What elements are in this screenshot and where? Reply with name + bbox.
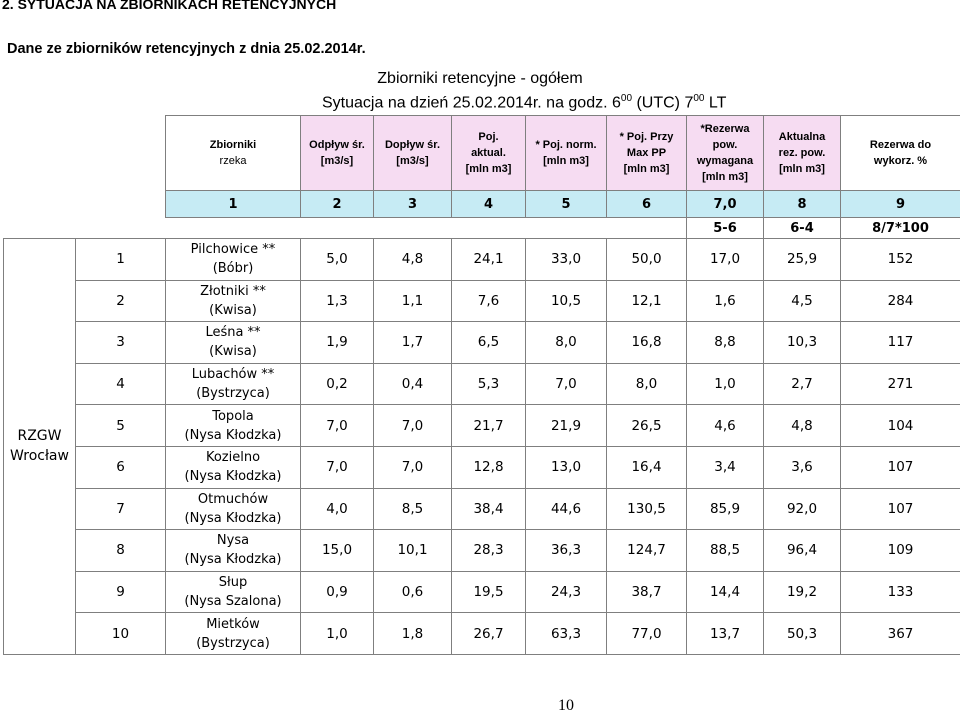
row-number: 4: [76, 363, 166, 405]
header-odplyw: Odpływ śr. [m3/s]: [301, 116, 374, 191]
value-doplyw: 10,1: [374, 530, 452, 572]
value-poj-max: 8,0: [607, 363, 687, 405]
table-row: [4, 239, 960, 281]
column-formula: 5-6: [687, 218, 764, 239]
row-number: 1: [76, 239, 166, 281]
value-poj-norm: 21,9: [526, 405, 607, 447]
value-aktualna-rezerwa: 4,8: [764, 405, 841, 447]
value-aktualna-rezerwa: 19,2: [764, 571, 841, 613]
header-zbiorniki: Zbiorniki rzeka: [166, 116, 301, 191]
value-poj-aktual: 28,3: [452, 530, 526, 572]
value-poj-aktual: 12,8: [452, 446, 526, 488]
value-poj-max: 16,4: [607, 446, 687, 488]
reservoir-name: Leśna ** (Kwisa): [166, 322, 301, 364]
column-number: 3: [374, 191, 452, 218]
value-doplyw: 0,4: [374, 363, 452, 405]
row-number: 8: [76, 530, 166, 572]
reservoir-name: Złotniki ** (Kwisa): [166, 280, 301, 322]
column-formula: 8/7*100: [841, 218, 960, 239]
row-number: 10: [76, 613, 166, 655]
value-odplyw: 7,0: [301, 405, 374, 447]
column-number: 7,0: [687, 191, 764, 218]
row-number: 5: [76, 405, 166, 447]
value-odplyw: 4,0: [301, 488, 374, 530]
value-poj-max: 124,7: [607, 530, 687, 572]
table-row: [4, 363, 960, 405]
value-rezerwa-procent: 107: [841, 488, 960, 530]
value-aktualna-rezerwa: 50,3: [764, 613, 841, 655]
value-doplyw: 1,1: [374, 280, 452, 322]
section-title: 2. SYTUACJA NA ZBIORNIKACH RETENCYJNYCH: [2, 0, 336, 12]
value-poj-norm: 13,0: [526, 446, 607, 488]
row-number: 2: [76, 280, 166, 322]
reservoir-name: Topola (Nysa Kłodzka): [166, 405, 301, 447]
value-rezerwa-wymagana: 4,6: [687, 405, 764, 447]
table-title: Zbiorniki retencyjne - ogółem: [0, 70, 960, 88]
value-doplyw: 4,8: [374, 239, 452, 281]
page-number: 10: [558, 697, 574, 715]
value-poj-norm: 36,3: [526, 530, 607, 572]
value-rezerwa-wymagana: 14,4: [687, 571, 764, 613]
value-doplyw: 1,7: [374, 322, 452, 364]
value-rezerwa-procent: 107: [841, 446, 960, 488]
column-number: 6: [607, 191, 687, 218]
reservoir-name: Nysa (Nysa Kłodzka): [166, 530, 301, 572]
situation-title: Sytuacja na dzień 25.02.2014r. na godz. $6^{00}$ (UTC) $7^{00}$ LT: [322, 93, 726, 112]
value-rezerwa-procent: 367: [841, 613, 960, 655]
value-poj-norm: 7,0: [526, 363, 607, 405]
value-rezerwa-procent: 152: [841, 239, 960, 281]
column-number: 1: [166, 191, 301, 218]
value-rezerwa-wymagana: 8,8: [687, 322, 764, 364]
value-poj-max: 16,8: [607, 322, 687, 364]
value-poj-aktual: 7,6: [452, 280, 526, 322]
row-number: 3: [76, 322, 166, 364]
value-aktualna-rezerwa: 2,7: [764, 363, 841, 405]
header-rezerwa-do-wykorzystania: Rezerwa do wykorz. %: [841, 116, 960, 191]
value-rezerwa-procent: 133: [841, 571, 960, 613]
value-aktualna-rezerwa: 3,6: [764, 446, 841, 488]
value-aktualna-rezerwa: 96,4: [764, 530, 841, 572]
value-poj-norm: 8,0: [526, 322, 607, 364]
table-row: [4, 613, 960, 655]
column-number: 5: [526, 191, 607, 218]
value-rezerwa-wymagana: 85,9: [687, 488, 764, 530]
value-aktualna-rezerwa: 10,3: [764, 322, 841, 364]
value-poj-max: 26,5: [607, 405, 687, 447]
column-number: 2: [301, 191, 374, 218]
table-row: [4, 571, 960, 613]
reservoir-name: Kozielno (Nysa Kłodzka): [166, 446, 301, 488]
value-poj-aktual: 38,4: [452, 488, 526, 530]
region-label: RZGW Wrocław: [4, 239, 76, 655]
row-number: 6: [76, 446, 166, 488]
value-rezerwa-procent: 271: [841, 363, 960, 405]
table-row: [4, 280, 960, 322]
value-rezerwa-procent: 284: [841, 280, 960, 322]
value-poj-norm: 33,0: [526, 239, 607, 281]
reservoir-name: Słup (Nysa Szalona): [166, 571, 301, 613]
value-poj-max: 12,1: [607, 280, 687, 322]
table-row: [4, 488, 960, 530]
column-number: 8: [764, 191, 841, 218]
value-poj-max: 38,7: [607, 571, 687, 613]
value-odplyw: 7,0: [301, 446, 374, 488]
table-row: [4, 322, 960, 364]
value-rezerwa-wymagana: 1,0: [687, 363, 764, 405]
value-poj-aktual: 24,1: [452, 239, 526, 281]
header-poj-norm: * Poj. norm. [mln m3]: [526, 116, 607, 191]
value-doplyw: 7,0: [374, 446, 452, 488]
value-aktualna-rezerwa: 4,5: [764, 280, 841, 322]
header-poj-max: * Poj. Przy Max PP [mln m3]: [607, 116, 687, 191]
header-rezerwa-wymagana: *Rezerwa pow. wymagana [mln m3]: [687, 116, 764, 191]
value-poj-aktual: 26,7: [452, 613, 526, 655]
table-row: [4, 530, 960, 572]
value-poj-norm: 63,3: [526, 613, 607, 655]
reservoir-name: Mietków (Bystrzyca): [166, 613, 301, 655]
value-poj-aktual: 6,5: [452, 322, 526, 364]
value-poj-aktual: 19,5: [452, 571, 526, 613]
value-aktualna-rezerwa: 92,0: [764, 488, 841, 530]
reservoir-table: [3, 115, 960, 655]
value-poj-norm: 24,3: [526, 571, 607, 613]
value-rezerwa-wymagana: 3,4: [687, 446, 764, 488]
value-poj-aktual: 21,7: [452, 405, 526, 447]
table-row: [4, 405, 960, 447]
value-odplyw: 1,0: [301, 613, 374, 655]
value-doplyw: 8,5: [374, 488, 452, 530]
header-doplyw: Dopływ śr. [m3/s]: [374, 116, 452, 191]
reservoir-name: Lubachów ** (Bystrzyca): [166, 363, 301, 405]
value-odplyw: 0,9: [301, 571, 374, 613]
column-formula: 6-4: [764, 218, 841, 239]
value-poj-aktual: 5,3: [452, 363, 526, 405]
value-odplyw: 15,0: [301, 530, 374, 572]
value-odplyw: 5,0: [301, 239, 374, 281]
value-rezerwa-procent: 104: [841, 405, 960, 447]
value-rezerwa-wymagana: 88,5: [687, 530, 764, 572]
value-rezerwa-wymagana: 1,6: [687, 280, 764, 322]
data-date-subtitle: Dane ze zbiorników retencyjnych z dnia 25.02.2014r.: [7, 41, 366, 57]
value-rezerwa-procent: 117: [841, 322, 960, 364]
value-odplyw: 0,2: [301, 363, 374, 405]
value-poj-max: 130,5: [607, 488, 687, 530]
reservoir-name: Otmuchów (Nysa Kłodzka): [166, 488, 301, 530]
value-odplyw: 1,9: [301, 322, 374, 364]
value-odplyw: 1,3: [301, 280, 374, 322]
value-rezerwa-procent: 109: [841, 530, 960, 572]
value-poj-norm: 44,6: [526, 488, 607, 530]
value-aktualna-rezerwa: 25,9: [764, 239, 841, 281]
value-rezerwa-wymagana: 17,0: [687, 239, 764, 281]
value-poj-max: 77,0: [607, 613, 687, 655]
reservoir-name: Pilchowice ** (Bóbr): [166, 239, 301, 281]
table-row: [4, 446, 960, 488]
value-doplyw: 0,6: [374, 571, 452, 613]
row-number: 9: [76, 571, 166, 613]
value-doplyw: 1,8: [374, 613, 452, 655]
column-number: 4: [452, 191, 526, 218]
value-doplyw: 7,0: [374, 405, 452, 447]
value-poj-max: 50,0: [607, 239, 687, 281]
row-number: 7: [76, 488, 166, 530]
value-rezerwa-wymagana: 13,7: [687, 613, 764, 655]
value-poj-norm: 10,5: [526, 280, 607, 322]
column-number: 9: [841, 191, 960, 218]
header-aktualna-rezerwa: Aktualna rez. pow. [mln m3]: [764, 116, 841, 191]
header-poj-aktual: Poj. aktual. [mln m3]: [452, 116, 526, 191]
